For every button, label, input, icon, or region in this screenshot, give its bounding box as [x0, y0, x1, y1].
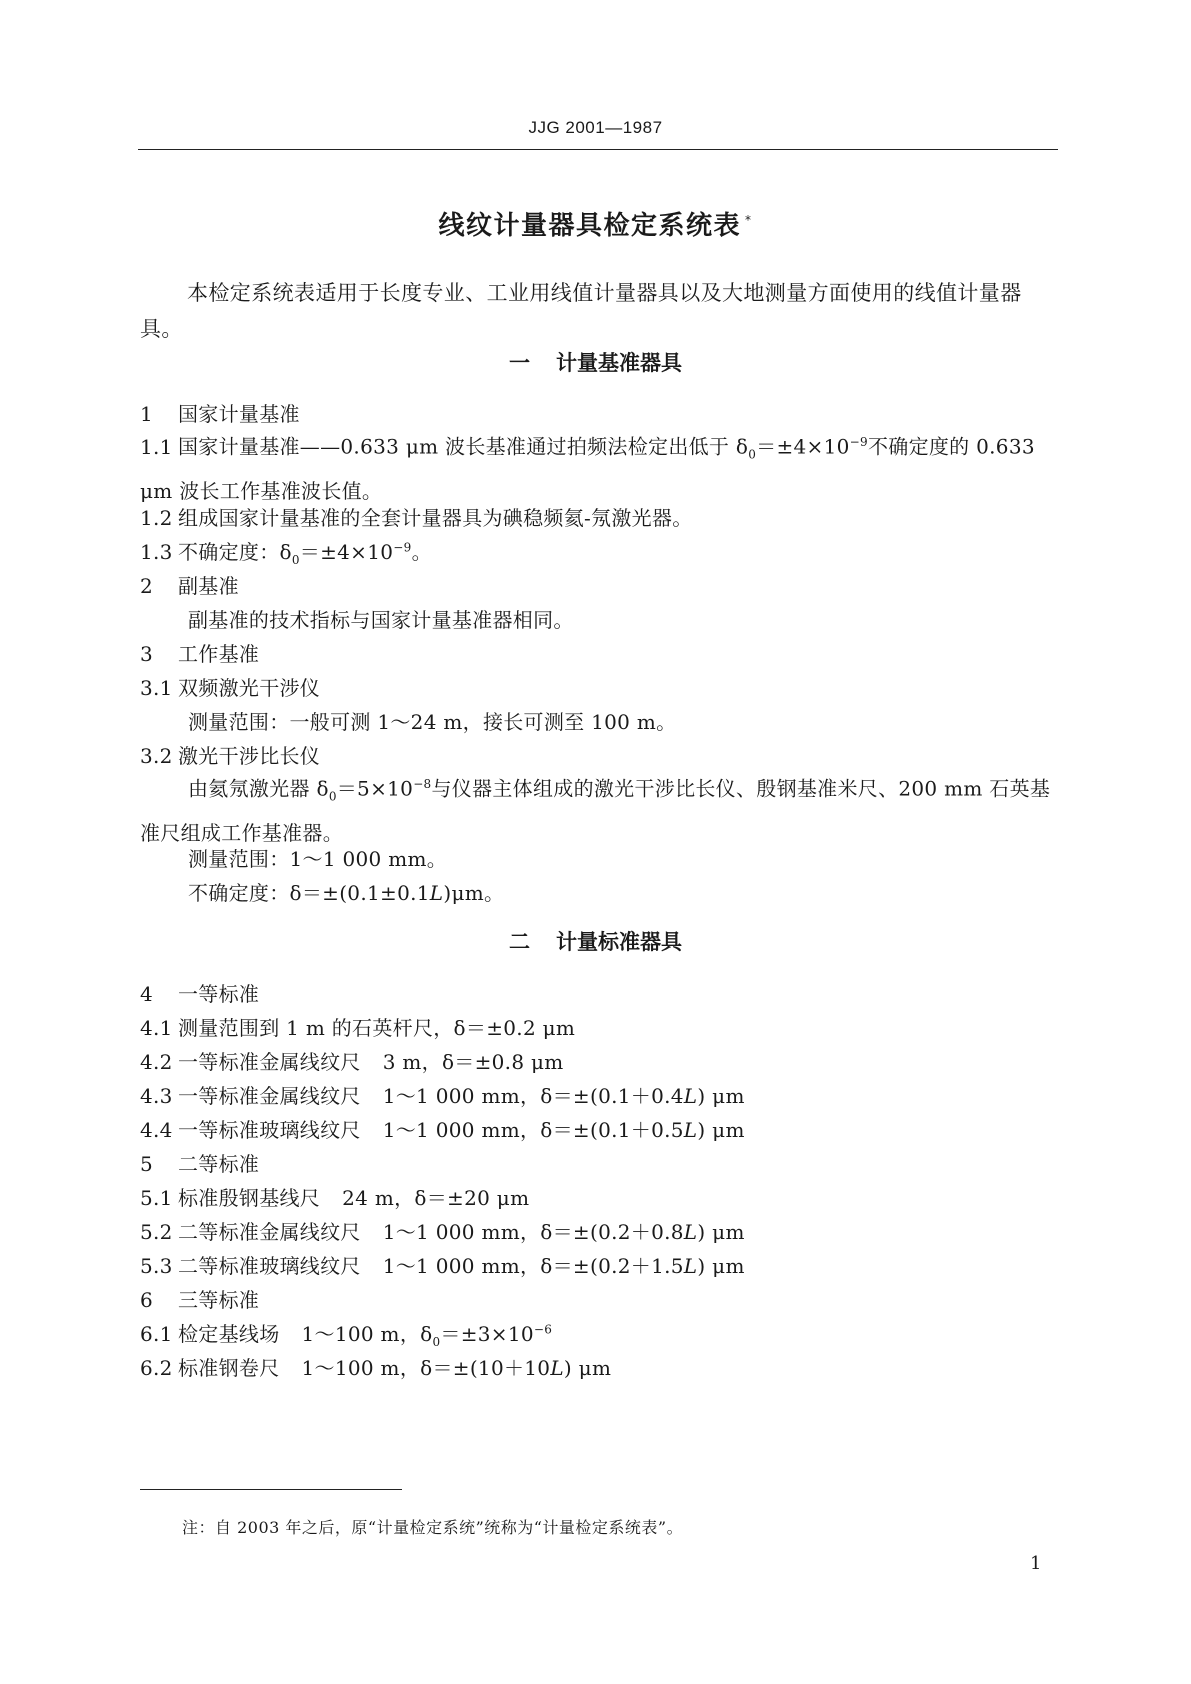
item-spec: 3 m，δ＝±0.8 μm [382, 1050, 564, 1074]
item-text: 不确定度的 0.633 μm 波长工作基准波长值。 [140, 434, 1035, 503]
item-number: 5.2 [140, 1220, 173, 1244]
variable: L [683, 1084, 698, 1108]
header-rule [138, 149, 1058, 150]
item-spec: 1～100 m，δ＝±(10＋10 [301, 1356, 551, 1380]
item-6-2 [140, 1352, 1060, 1381]
item-number: 1.2 [140, 506, 173, 530]
item-spec: ) μm [697, 1220, 745, 1244]
item-number: 4.4 [140, 1118, 173, 1142]
intro-paragraph: 本检定系统表适用于长度专业、工业用线值计量器具以及大地测量方面使用的线值计量器具。 [140, 281, 1022, 341]
title-footnote-mark: * [745, 213, 753, 228]
item-name: 一等标准玻璃线纹尺 [178, 1118, 361, 1142]
variable: L [683, 1118, 698, 1142]
item-1-3 [140, 536, 1060, 567]
item-number: 5 [140, 1152, 154, 1176]
item-number: 1.1 [140, 434, 173, 459]
item-name: 二等标准金属线纹尺 [178, 1220, 361, 1244]
item-spec: 24 m，δ＝±20 μm [342, 1186, 530, 1210]
item-name: 一等标准金属线纹尺 [178, 1050, 361, 1074]
item-4-4 [140, 1114, 1060, 1143]
item-1 [140, 398, 1060, 427]
item-5-3 [140, 1250, 1060, 1279]
item-text: 三等标准 [178, 1288, 260, 1312]
item-number: 6 [140, 1288, 154, 1312]
page-number: 1 [1030, 1553, 1042, 1574]
item-5-1 [140, 1182, 1060, 1211]
item-3-2-range: 测量范围：1～1 000 mm。 [188, 847, 448, 871]
item-name: 标准殷钢基线尺 [178, 1186, 321, 1210]
item-number: 6.2 [140, 1356, 173, 1380]
item-3-1 [140, 672, 1060, 701]
subscript: 0 [328, 789, 337, 804]
item-spec: ) μm [563, 1356, 612, 1380]
item-5-2 [140, 1216, 1060, 1245]
item-5 [140, 1148, 1060, 1177]
item-name: 二等标准玻璃线纹尺 [178, 1254, 361, 1278]
exponent: −9 [393, 540, 412, 555]
item-number: 1 [140, 402, 154, 426]
section-title: 计量标准器具 [556, 930, 682, 954]
item-text: 一等标准 [178, 982, 260, 1006]
variable: L [550, 1356, 564, 1380]
subscript: 0 [291, 553, 300, 567]
variable: L [683, 1254, 698, 1278]
item-text: 国家计量基准——0.633 μm 波长基准通过拍频法检定出低于 δ [178, 434, 749, 459]
item-1-2 [140, 502, 1060, 531]
item-text: ＝±4×10 [299, 540, 394, 564]
item-text: 激光干涉比长仪 [178, 744, 321, 768]
item-text: 与仪器主体组成的激光干涉比长仪、殷钢基准米尺、200 mm 石英基准尺组成工作基准器。 [140, 776, 1051, 845]
item-4-1 [140, 1012, 1060, 1041]
item-number: 1.3 [140, 540, 173, 564]
exponent: −8 [413, 777, 432, 791]
item-4-2 [140, 1046, 1060, 1075]
footnote: 注：自 2003 年之后，原“计量检定系统”统称为“计量检定系统表”。 [182, 1518, 684, 1537]
item-3-1-body: 测量范围：一般可测 1～24 m，接长可测至 100 m。 [188, 710, 677, 734]
item-text: ＝±4×10 [756, 434, 850, 459]
item-3 [140, 638, 1060, 667]
item-text: )μm。 [443, 881, 505, 905]
item-spec: 1～1 000 mm，δ＝±(0.2＋0.8 [382, 1220, 684, 1244]
item-name: 一等标准金属线纹尺 [178, 1084, 361, 1108]
item-spec: ) μm [697, 1084, 745, 1108]
item-number: 4.3 [140, 1084, 173, 1108]
item-text: 二等标准 [178, 1152, 260, 1176]
item-text: 工作基准 [178, 642, 260, 666]
item-number: 6.1 [140, 1322, 173, 1346]
item-spec: ＝±3×10 [440, 1322, 534, 1346]
item-number: 3 [140, 642, 154, 666]
item-text: 双频激光干涉仪 [178, 676, 321, 700]
item-3-2 [140, 740, 1060, 769]
item-spec: 1～1 000 mm，δ＝±(0.1＋0.4 [382, 1084, 684, 1108]
item-2-body: 副基准的技术指标与国家计量基准器相同。 [188, 608, 574, 632]
item-text: 不确定度：δ＝±(0.1±0.1 [188, 881, 430, 905]
item-text: 副基准 [178, 574, 239, 598]
exponent: −9 [849, 435, 868, 449]
item-3-2-uncertainty [188, 877, 1108, 906]
item-number: 4 [140, 982, 154, 1006]
variable: L [683, 1220, 698, 1244]
item-text: ＝5×10 [336, 776, 414, 801]
item-number: 5.1 [140, 1186, 173, 1210]
section-heading-1 [0, 347, 1191, 377]
item-1-1 [140, 424, 1060, 509]
subscript: 0 [432, 1335, 441, 1349]
item-4-3 [140, 1080, 1060, 1109]
item-3-2-body [140, 766, 1060, 851]
item-number: 3.1 [140, 676, 173, 700]
item-text: 。 [411, 540, 432, 564]
item-6-1 [140, 1318, 1060, 1349]
page-title [0, 205, 1191, 242]
subscript: 0 [748, 447, 757, 462]
item-2 [140, 570, 1060, 599]
item-text: 由氦氖激光器 δ [188, 776, 329, 801]
exponent: −6 [533, 1322, 553, 1337]
item-name: 检定基线场 [178, 1322, 280, 1346]
item-text: 不确定度：δ [178, 540, 292, 564]
footnote-rule [140, 1489, 402, 1490]
item-spec: ) μm [697, 1118, 745, 1142]
item-name: 标准钢卷尺 [178, 1356, 280, 1380]
standard-code: JJG 2001—1987 [528, 118, 663, 137]
item-spec: 1～1 000 mm，δ＝±(0.2＋1.5 [382, 1254, 684, 1278]
item-number: 4.1 [140, 1016, 173, 1040]
section-heading-2 [0, 926, 1191, 956]
item-number: 5.3 [140, 1254, 173, 1278]
item-text: 组成国家计量基准的全套计量器具为碘稳频氦-氖激光器。 [178, 506, 693, 530]
section-number: 二 [509, 930, 530, 954]
item-number: 2 [140, 574, 154, 598]
item-number: 3.2 [140, 744, 173, 768]
item-text: 测量范围到 1 m 的石英杆尺，δ＝±0.2 μm [178, 1016, 576, 1040]
item-spec: 1～1 000 mm，δ＝±(0.1＋0.5 [382, 1118, 684, 1142]
item-spec: ) μm [697, 1254, 745, 1278]
item-number: 4.2 [140, 1050, 173, 1074]
item-4 [140, 978, 1060, 1007]
section-number: 一 [509, 351, 530, 375]
section-title: 计量基准器具 [556, 351, 682, 375]
title-text: 线纹计量器具检定系统表 [438, 211, 741, 241]
variable: L [429, 881, 444, 905]
item-6 [140, 1284, 1060, 1313]
item-text: 国家计量基准 [178, 402, 300, 426]
item-spec: 1～100 m，δ [301, 1322, 433, 1346]
